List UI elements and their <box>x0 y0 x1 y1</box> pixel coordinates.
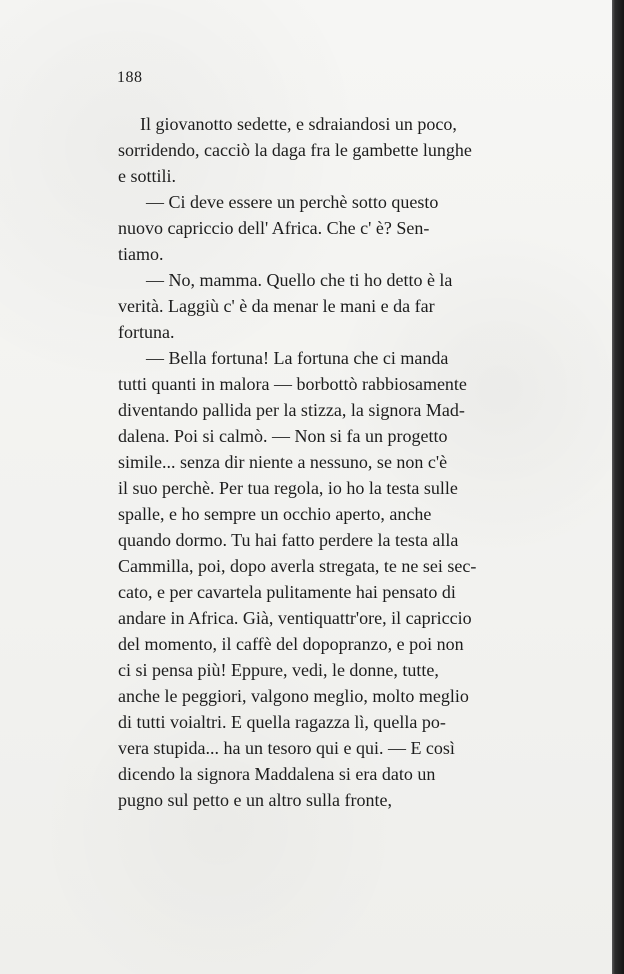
line-text: nuovo capriccio dell' Africa. Che c' è? Sen- <box>118 218 430 238</box>
text-line <box>118 735 531 761</box>
line-text: tutti quanti in malora — borbottò rabbiosamente <box>118 374 467 394</box>
text-line <box>118 215 531 241</box>
text-line <box>118 709 531 735</box>
text-line <box>118 787 531 813</box>
line-text: anche le peggiori, valgono meglio, molto meglio <box>118 686 469 706</box>
text-line <box>118 267 531 293</box>
line-text: Il giovanotto sedette, e sdraiandosi un poco, <box>140 114 457 134</box>
line-text: andare in Africa. Già, ventiquattr'ore, il capriccio <box>118 608 472 628</box>
text-line <box>118 631 531 657</box>
text-line <box>118 111 531 137</box>
text-line <box>118 475 531 501</box>
line-text: cato, e per cavartela pulitamente hai pensato di <box>118 582 456 602</box>
line-text: fortuna. <box>118 322 175 342</box>
text-line <box>118 527 531 553</box>
main-text-block <box>118 111 531 813</box>
text-line <box>118 605 531 631</box>
line-text: dicendo la signora Maddalena si era dato un <box>118 764 436 784</box>
text-line <box>118 761 531 787</box>
line-text: dalena. Poi si calmò. — Non si fa un progetto <box>118 426 448 446</box>
line-text: di tutti voialtri. E quella ragazza lì, quella po- <box>118 712 446 732</box>
line-text: — No, mamma. Quello che ti ho detto è la <box>146 270 453 290</box>
text-line <box>118 449 531 475</box>
line-text: — Ci deve essere un perchè sotto questo <box>146 192 439 212</box>
text-line <box>118 371 531 397</box>
line-text: quando dormo. Tu hai fatto perdere la testa alla <box>118 530 459 550</box>
scan-edge <box>612 0 624 974</box>
line-text: Cammilla, poi, dopo averla stregata, te ne sei sec- <box>118 556 477 576</box>
text-line <box>118 657 531 683</box>
page-number: 188 <box>117 69 143 86</box>
text-line <box>118 423 531 449</box>
line-text: tiamo. <box>118 244 164 264</box>
text-line <box>118 579 531 605</box>
text-line <box>118 319 531 345</box>
line-text: sorridendo, cacciò la daga fra le gambette lunghe <box>118 140 472 160</box>
text-line <box>118 501 531 527</box>
line-text: — Bella fortuna! La fortuna che ci manda <box>146 348 449 368</box>
text-line <box>118 683 531 709</box>
text-line <box>118 241 531 267</box>
text-line <box>118 293 531 319</box>
line-text: vera stupida... ha un tesoro qui e qui. — E così <box>118 738 455 758</box>
text-line <box>118 345 531 371</box>
line-text: pugno sul petto e un altro sulla fronte, <box>118 790 392 810</box>
text-line <box>118 137 531 163</box>
line-text: simile... senza dir niente a nessuno, se non c'è <box>118 452 448 472</box>
text-line <box>118 397 531 423</box>
text-line <box>118 163 531 189</box>
line-text: verità. Laggiù c' è da menar le mani e da far <box>118 296 435 316</box>
line-text: e sottili. <box>118 166 176 186</box>
line-text: diventando pallida per la stizza, la signora Mad- <box>118 400 465 420</box>
text-line <box>118 553 531 579</box>
text-line <box>118 189 531 215</box>
line-text: il suo perchè. Per tua regola, io ho la testa sulle <box>118 478 458 498</box>
line-text: spalle, e ho sempre un occhio aperto, anche <box>118 504 432 524</box>
line-text: del momento, il caffè del dopopranzo, e poi non <box>118 634 464 654</box>
line-text: ci si pensa più! Eppure, vedi, le donne, tutte, <box>118 660 439 680</box>
